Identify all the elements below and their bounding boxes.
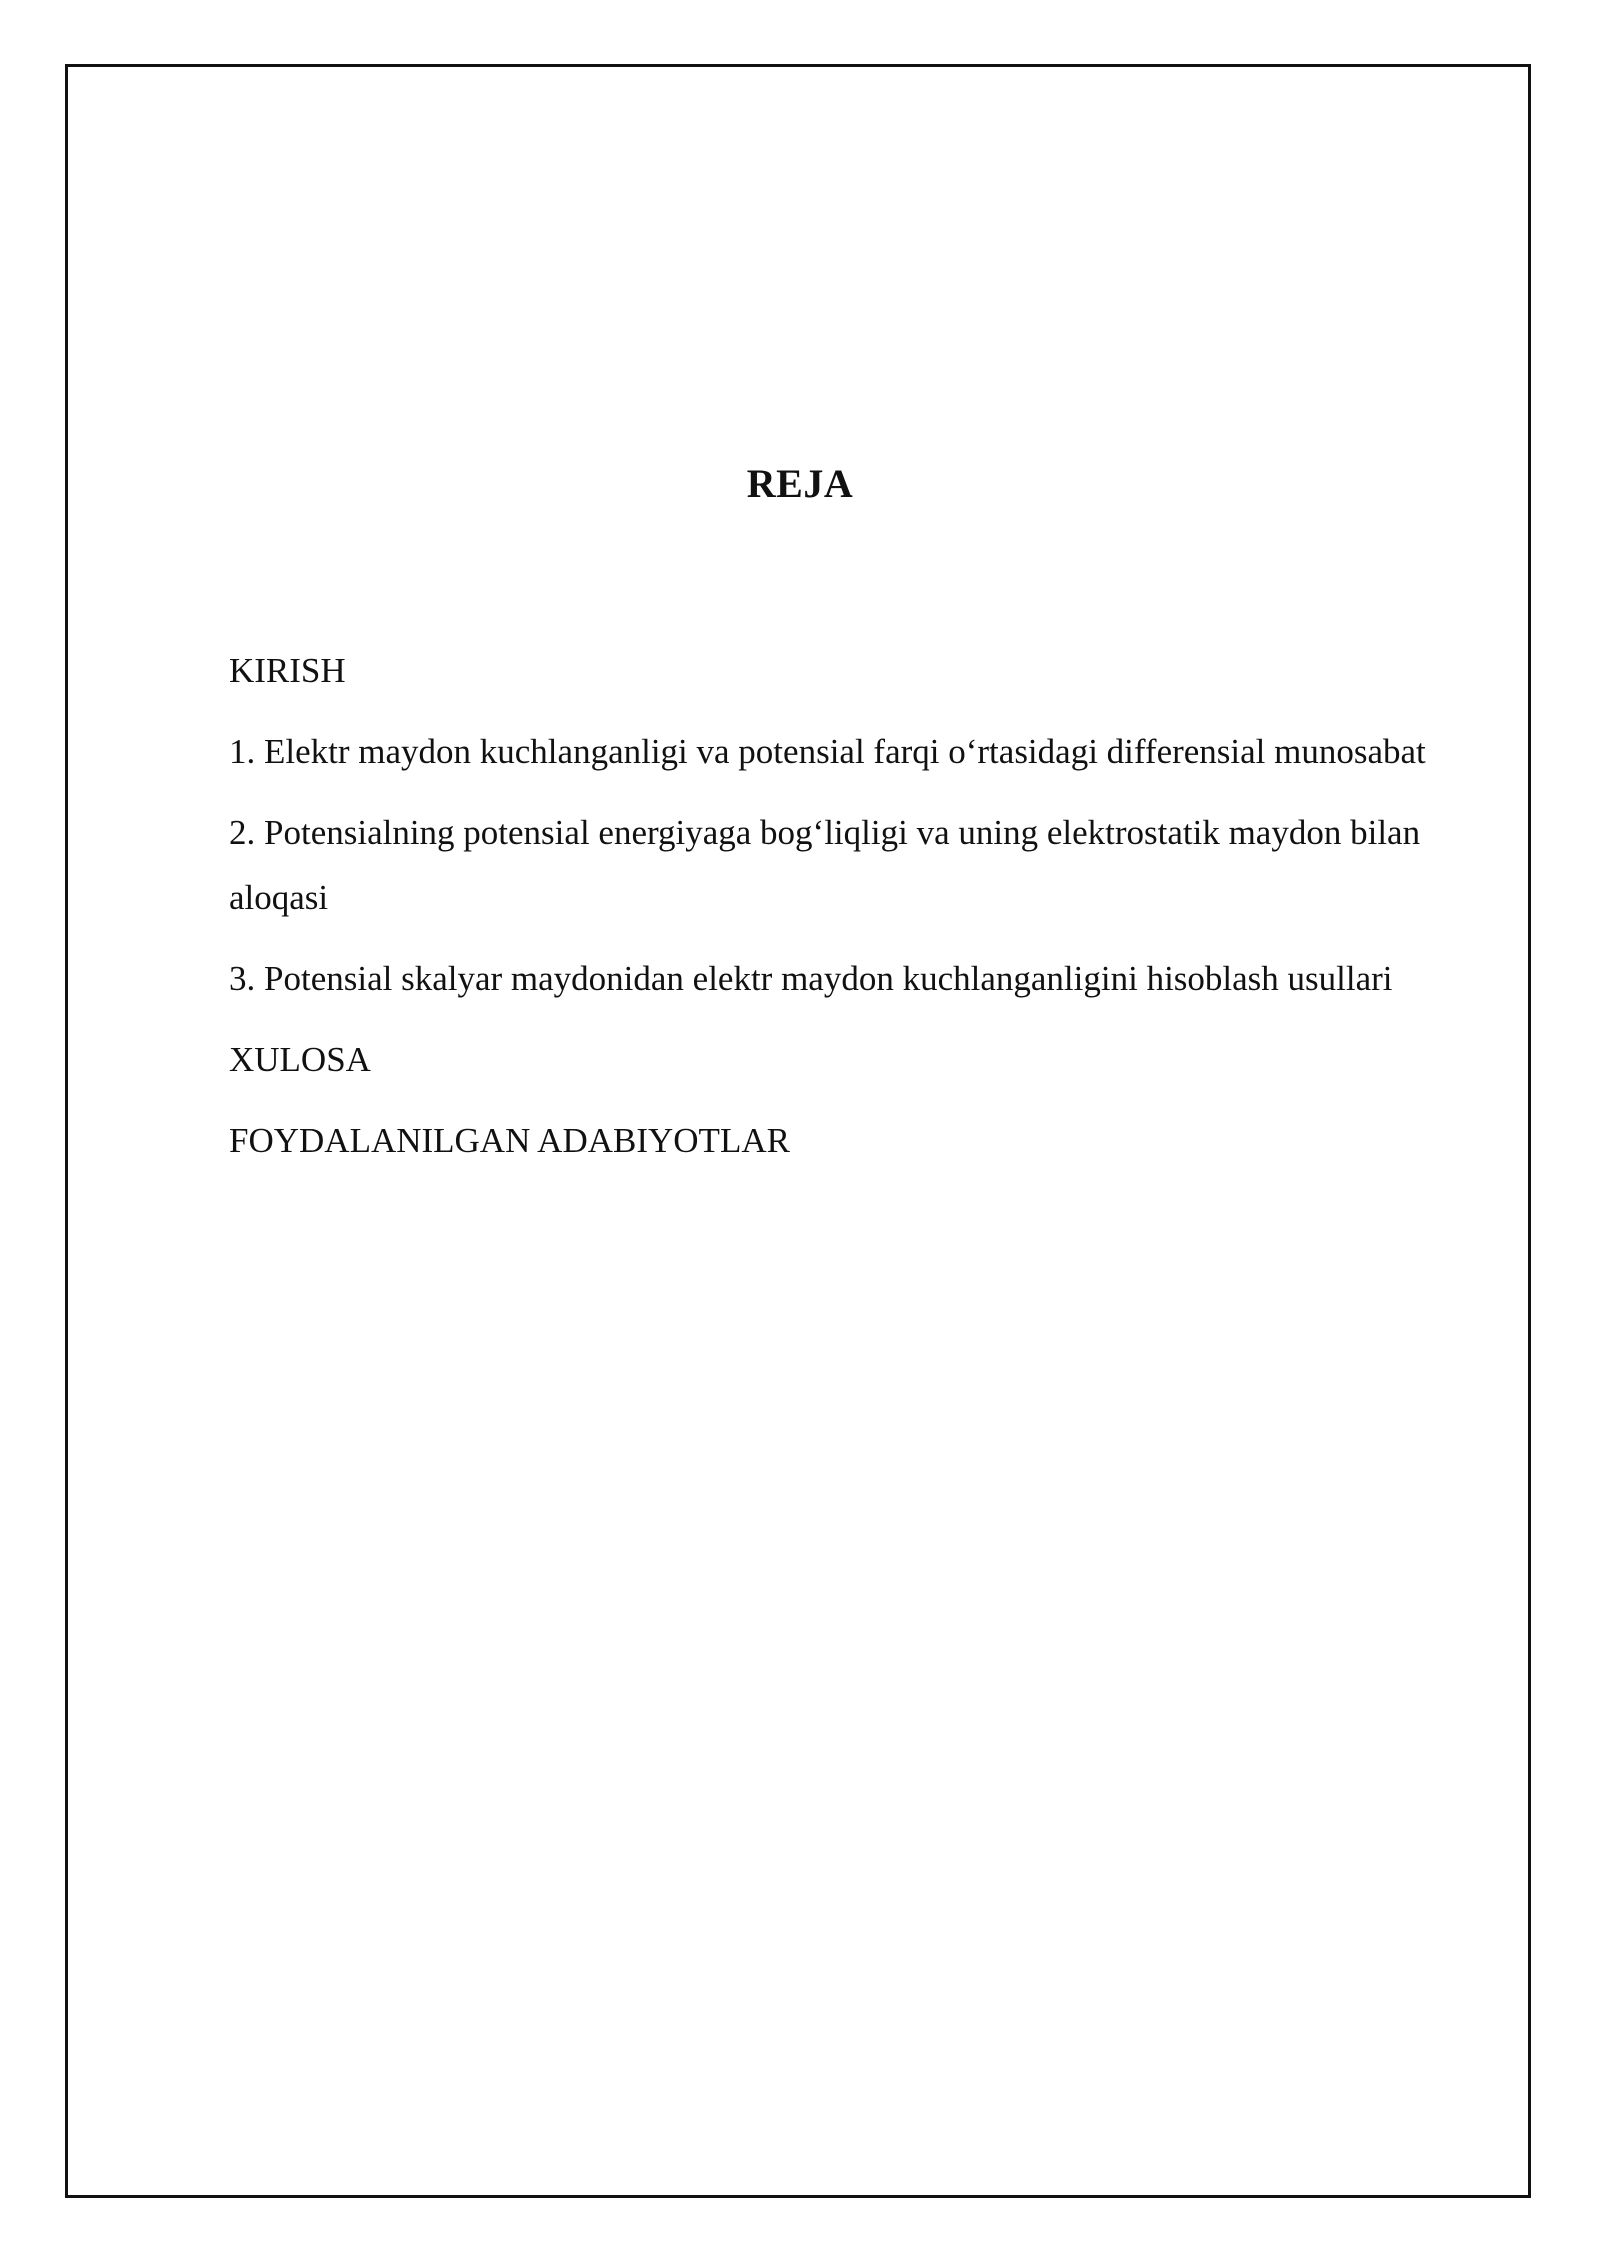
page-title: REJA [746, 461, 854, 506]
toc-item-references: FOYDALANILGAN ADABIYOTLAR [229, 1121, 790, 1160]
table-of-contents [229, 638, 1529, 1189]
toc-item-conclusion: XULOSA [229, 1040, 371, 1079]
toc-item-introduction: KIRISH [229, 651, 346, 690]
toc-item-2: 2. Potensialning potensial energiyaga bog‘liqligi va uning elektrostatik maydon bilan aloqasi [229, 813, 1421, 917]
toc-item-1: 1. Elektr maydon kuchlanganligi va potensial farqi o‘rtasidagi differensial munosabat [229, 732, 1426, 771]
toc-item-3: 3. Potensial skalyar maydonidan elektr maydon kuchlanganligini hisoblash usullari [229, 959, 1393, 998]
